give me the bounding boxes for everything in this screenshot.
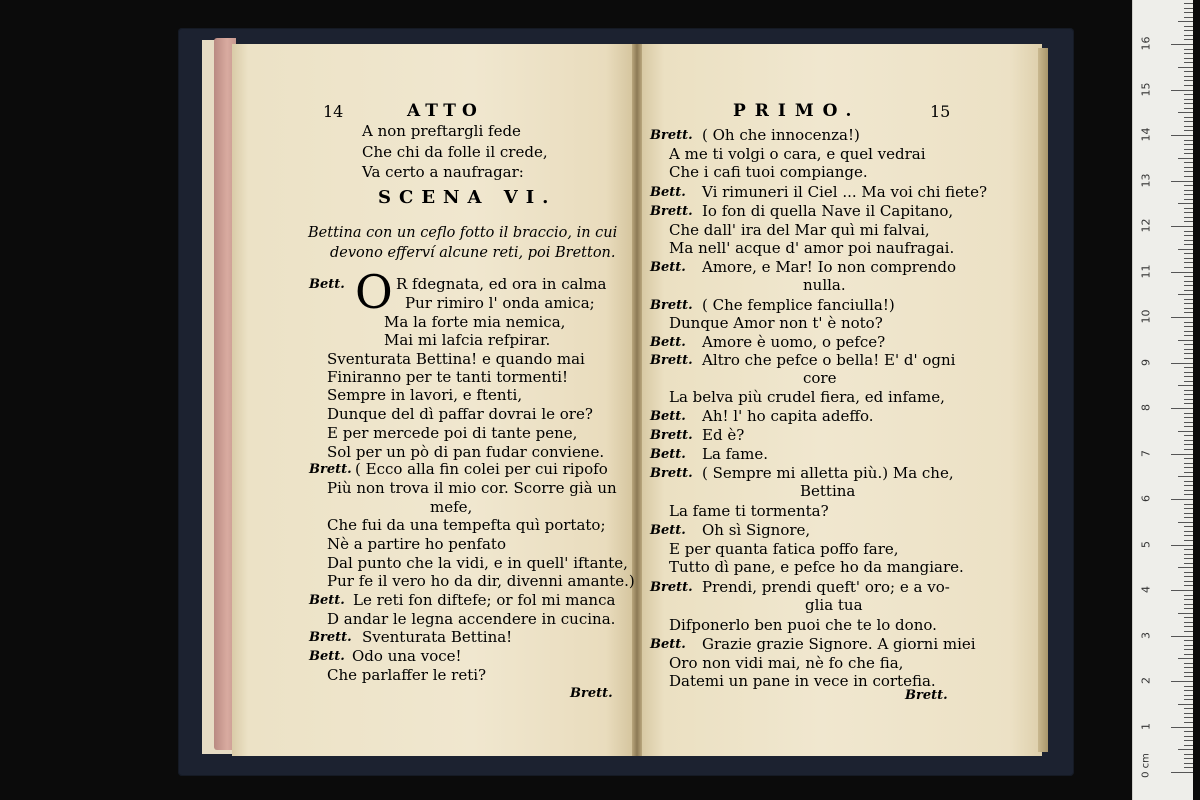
ruler-tick [1184,176,1193,177]
ruler-tick [1178,294,1193,295]
ruler-tick [1178,704,1193,705]
speaker-label: Brett. [309,630,352,645]
speaker-label: Brett. [650,466,693,481]
verse-line: Tutto dì pane, e pefce ho da mangiare. [669,558,964,576]
speaker-label: Brett. [309,462,352,477]
ruler-number: 10 [1139,309,1153,324]
ruler-tick [1184,322,1193,323]
speaker-label: Bett. [650,185,686,200]
ruler-tick [1184,517,1193,518]
ruler-tick [1184,58,1193,59]
verse-line: Finiranno per te tanti tormenti! [327,368,569,386]
ruler-tick [1184,699,1193,700]
ruler-tick [1184,663,1193,664]
ruler-tick [1184,736,1193,737]
ruler-tick [1184,144,1193,145]
ruler-tick [1184,626,1193,627]
ruler-tick [1184,645,1193,646]
verse-line: Ma nell' acque d' amor poi naufragai. [669,239,955,257]
ruler-tick [1184,585,1193,586]
ruler-tick [1184,654,1193,655]
ruler-number: 11 [1139,264,1153,278]
ruler-tick [1184,599,1193,600]
verse-line: ( Oh che innocenza!) [702,126,860,144]
ruler-tick [1184,285,1193,286]
ruler-tick [1184,531,1193,532]
ruler-tick [1184,99,1193,100]
running-header-right: PRIMO. [733,101,861,121]
ruler-tick [1184,262,1193,263]
verse-line: core [803,369,837,387]
ruler-tick [1184,331,1193,332]
ruler-number: 16 [1139,36,1153,51]
ruler-tick [1184,731,1193,732]
ruler-tick [1184,494,1193,495]
verse-line: E per quanta fatica poffo fare, [669,540,899,558]
ruler-tick [1184,39,1193,40]
verse-line: Odo una voce! [352,647,462,665]
verse-line: Amore, e Mar! Io non comprendo [702,258,957,276]
ruler-tick [1171,317,1193,318]
ruler-tick [1171,590,1193,591]
ruler-tick [1184,595,1193,596]
verse-line: Che fui da una tempefta quì portato; [327,516,606,534]
ruler-tick [1184,763,1193,764]
speaker-label: Brett. [650,580,693,595]
ruler-tick [1184,572,1193,573]
verse-line: Grazie grazie Signore. A giorni miei [702,635,976,653]
verse-line: A non preftargli fede [362,122,521,140]
verse-line: A me ti volgi o cara, e quel vedrai [669,145,926,163]
ruler-tick [1184,126,1193,127]
ruler-tick [1178,613,1193,614]
ruler-number: 14 [1139,127,1153,142]
ruler-tick [1184,62,1193,63]
ruler-tick [1184,326,1193,327]
verse-line: Vi rimuneri il Ciel ... Ma voi chi fiete? [702,183,988,201]
verse-line: Dunque del dì paffar dovrai le ore? [327,405,593,423]
speaker-label: Bett. [650,260,686,275]
ruler-tick [1184,335,1193,336]
ruler-tick [1171,454,1193,455]
ruler-tick [1184,426,1193,427]
ruler-tick [1171,90,1193,91]
ruler-tick [1178,431,1193,432]
ruler-tick [1184,8,1193,9]
ruler-tick [1184,695,1193,696]
ruler-tick [1178,749,1193,750]
page-edge-right [1038,48,1048,752]
verse-line: Amore è uomo, o pefce? [702,333,886,351]
stage-direction: Bettina con un ceflo fotto il braccio, in cui [308,225,618,241]
ruler-tick [1184,435,1193,436]
ruler-tick [1171,408,1193,409]
ruler-tick [1184,640,1193,641]
verse-line: Va certo a naufragar: [362,163,524,181]
ruler-tick [1178,67,1193,68]
ruler-tick [1184,390,1193,391]
speaker-label: Brett. [650,298,693,313]
ruler-tick [1184,349,1193,350]
verse-line: Che i cafi tuoi compiange. [669,163,868,181]
verse-line: Ah! l' ho capita adeffo. [702,407,874,425]
ruler-tick [1184,472,1193,473]
ruler-tick [1184,208,1193,209]
verse-line: Altro che pefce o bella! E' d' ogni [702,351,956,369]
ruler-tick [1184,758,1193,759]
speaker-label: Bett. [650,637,686,652]
ruler-tick [1184,622,1193,623]
ruler-tick [1184,554,1193,555]
ruler-tick [1184,485,1193,486]
ruler-number: 13 [1139,173,1153,187]
ruler-tick [1184,604,1193,605]
ruler-tick [1184,381,1193,382]
page-number-right: 15 [930,102,951,121]
ruler-tick [1184,481,1193,482]
verse-line: Oh sì Signore, [702,521,811,539]
ruler-tick [1184,258,1193,259]
ruler-tick [1184,444,1193,445]
verse-line: ( Che femplice fanciulla!) [702,296,895,314]
speaker-label: Bett. [650,409,686,424]
ruler-tick [1184,80,1193,81]
verse-line: D andar le legna accendere in cucina. [327,610,616,628]
ruler-tick [1184,535,1193,536]
ruler-tick [1184,299,1193,300]
ruler-tick [1184,149,1193,150]
verse-line: Che dall' ira del Mar quì mi falvai, [669,221,930,239]
speaker-label: Bett. [309,277,345,292]
scene-title: SCENA VI. [378,187,557,208]
ruler-tick [1184,185,1193,186]
ruler-tick [1171,226,1193,227]
ruler-number: 1 [1139,722,1153,730]
ruler-tick [1184,26,1193,27]
verse-line: Le reti fon diftefe; or fol mi manca [353,591,616,609]
ruler-tick [1184,463,1193,464]
verse-line: Sventurata Bettina! e quando mai [327,350,585,368]
ruler-tick [1184,394,1193,395]
ruler-tick [1184,667,1193,668]
ruler-tick [1184,167,1193,168]
ruler-tick [1184,194,1193,195]
ruler-tick [1184,549,1193,550]
verse-line: Difponerlo ben puoi che te lo dono. [669,616,937,634]
verse-line: Pur fe il vero ho da dir, divenni amante.) [327,572,635,590]
ruler-tick [1184,303,1193,304]
ruler-tick [1184,504,1193,505]
ruler-tick [1178,249,1193,250]
ruler-tick [1184,422,1193,423]
ruler-tick [1184,617,1193,618]
ruler-tick [1184,767,1193,768]
ruler-tick [1178,476,1193,477]
ruler-tick [1184,417,1193,418]
ruler-tick [1184,35,1193,36]
verse-line: Ed è? [702,426,745,444]
verse-line: Datemi un pane in vece in cortefia. [669,672,936,690]
page-number-left: 14 [323,102,344,121]
ruler-tick [1184,717,1193,718]
ruler-tick [1184,253,1193,254]
ruler-tick [1184,581,1193,582]
speaker-label: Brett. [650,428,693,443]
verse-line: Che parlaffer le reti? [327,666,487,684]
verse-line: glia tua [805,596,863,614]
ruler-tick [1171,135,1193,136]
ruler-tick [1184,244,1193,245]
ruler-tick [1184,221,1193,222]
ruler-tick [1171,545,1193,546]
ruler-tick [1184,413,1193,414]
ruler-tick [1184,162,1193,163]
ruler-tick [1184,49,1193,50]
verse-line: mefe, [430,498,473,516]
verse-line: nulla. [803,276,846,294]
book-gutter [632,44,642,756]
ruler-tick [1184,117,1193,118]
ruler-tick [1184,686,1193,687]
ruler-tick [1184,367,1193,368]
verse-line: Pur rimiro l' onda amica; [405,294,595,312]
ruler-tick [1184,85,1193,86]
ruler-tick [1184,94,1193,95]
ruler-tick [1184,76,1193,77]
verse-line: Sempre in lavori, e ftenti, [327,386,523,404]
verse-line: Io fon di quella Nave il Capitano, [702,202,954,220]
ruler-tick [1184,235,1193,236]
ruler-tick [1184,344,1193,345]
ruler-tick [1178,340,1193,341]
ruler-tick [1184,17,1193,18]
ruler-tick [1184,53,1193,54]
drop-cap: O [355,265,393,319]
ruler-tick [1171,681,1193,682]
verse-line: Sol per un pò di pan fudar conviene. [327,443,605,461]
ruler-tick [1184,30,1193,31]
catchword: Brett. [570,686,613,701]
verse-line: ( Ecco alla fin colei per cui ripofo [355,460,608,478]
ruler-tick [1184,308,1193,309]
ruler-unit: 0 cm [1140,753,1152,778]
ruler-tick [1184,199,1193,200]
speaker-label: Bett. [309,649,345,664]
speaker-label: Bett. [650,523,686,538]
ruler-tick [1184,526,1193,527]
ruler-tick [1184,130,1193,131]
ruler-tick [1184,540,1193,541]
ruler-number: 4 [1139,586,1153,593]
verse-line: La fame. [702,445,769,463]
ruler-tick [1184,440,1193,441]
ruler-tick [1178,158,1193,159]
ruler-tick [1184,71,1193,72]
ruler-tick [1171,44,1193,45]
ruler-number: 7 [1139,449,1153,457]
ruler-tick [1171,727,1193,728]
ruler-tick [1184,358,1193,359]
ruler-tick [1184,231,1193,232]
verse-line: La belva più crudel fiera, ed infame, [669,388,945,406]
ruler-tick [1184,212,1193,213]
ruler-tick [1171,636,1193,637]
ruler-tick [1184,121,1193,122]
ruler-tick [1184,563,1193,564]
verse-line: ( Sempre mi alletta più.) Ma che, [702,464,954,482]
verse-line: Dal punto che la vidi, e in quell' iftante, [327,554,628,572]
ruler-tick [1184,713,1193,714]
ruler-tick [1184,576,1193,577]
verse-line: La fame ti tormenta? [669,502,829,520]
verse-line: Ma la forte mia nemica, [384,313,566,331]
ruler-tick [1184,676,1193,677]
ruler-tick [1184,754,1193,755]
ruler-tick [1184,708,1193,709]
verse-line: R fdegnata, ed ora in calma [396,275,607,293]
ruler-tick [1184,290,1193,291]
verse-line: Mai mi lafcia refpirar. [384,331,551,349]
ruler-tick [1178,385,1193,386]
ruler-number: 12 [1139,218,1153,233]
ruler-tick [1178,658,1193,659]
ruler-tick [1184,403,1193,404]
ruler-tick [1178,112,1193,113]
ruler-number: 15 [1139,82,1153,96]
speaker-label: Brett. [650,128,693,143]
ruler-tick [1184,467,1193,468]
ruler-tick [1171,181,1193,182]
ruler-tick [1184,240,1193,241]
ruler-number: 8 [1139,404,1153,411]
speaker-label: Brett. [650,353,693,368]
ruler-tick [1184,140,1193,141]
ruler-tick [1184,276,1193,277]
ruler-tick [1184,608,1193,609]
ruler-tick [1184,690,1193,691]
stage-direction: devono efferví alcune reti, poi Bretton. [330,245,616,261]
ruler-tick [1184,722,1193,723]
ruler-tick [1184,458,1193,459]
ruler-tick [1184,312,1193,313]
ruler-tick [1184,353,1193,354]
ruler-tick [1184,399,1193,400]
ruler-tick [1184,3,1193,4]
ruler-number: 6 [1139,495,1153,502]
ruler-tick [1184,508,1193,509]
ruler-tick [1171,772,1193,773]
verse-line: Nè a partire ho penfato [327,535,506,553]
ruler-tick [1184,513,1193,514]
ruler-tick [1184,108,1193,109]
ruler-number: 5 [1139,540,1153,548]
verse-line: Più non trova il mio cor. Scorre già un [327,479,617,497]
ruler-tick [1184,649,1193,650]
ruler-tick [1171,499,1193,500]
ruler-tick [1178,203,1193,204]
ruler-tick [1184,740,1193,741]
running-header-left: ATTO [407,101,483,121]
ruler-tick [1171,363,1193,364]
verse-line: Prendi, prendi queft' oro; e a vo- [702,578,950,596]
speaker-label: Bett. [650,447,686,462]
catchword: Brett. [905,688,948,703]
ruler-tick [1184,12,1193,13]
ruler-tick [1184,490,1193,491]
speaker-label: Brett. [650,204,693,219]
ruler-tick [1184,190,1193,191]
verse-line: Bettina [800,482,856,500]
ruler-tick [1171,272,1193,273]
ruler-tick [1184,267,1193,268]
verse-line: E per mercede poi di tante pene, [327,424,578,442]
ruler-tick [1184,672,1193,673]
ruler-tick [1178,21,1193,22]
measuring-ruler [1132,0,1193,800]
ruler-tick [1178,567,1193,568]
ruler-tick [1184,449,1193,450]
ruler-number: 9 [1139,358,1153,366]
ruler-number: 3 [1139,631,1153,639]
ruler-tick [1178,522,1193,523]
verse-line: Sventurata Bettina! [362,628,513,646]
ruler-tick [1184,372,1193,373]
ruler-tick [1184,217,1193,218]
ruler-tick [1184,631,1193,632]
ruler-number: 2 [1139,677,1153,684]
verse-line: Dunque Amor non t' è noto? [669,314,883,332]
ruler-tick [1184,558,1193,559]
verse-line: Oro non vidi mai, nè fo che fia, [669,654,904,672]
ruler-tick [1184,103,1193,104]
speaker-label: Bett. [650,335,686,350]
ruler-tick [1184,171,1193,172]
ruler-tick [1184,745,1193,746]
ruler-tick [1184,376,1193,377]
speaker-label: Bett. [309,593,345,608]
ruler-tick [1184,153,1193,154]
verse-line: Che chi da folle il crede, [362,143,548,161]
ruler-tick [1184,281,1193,282]
